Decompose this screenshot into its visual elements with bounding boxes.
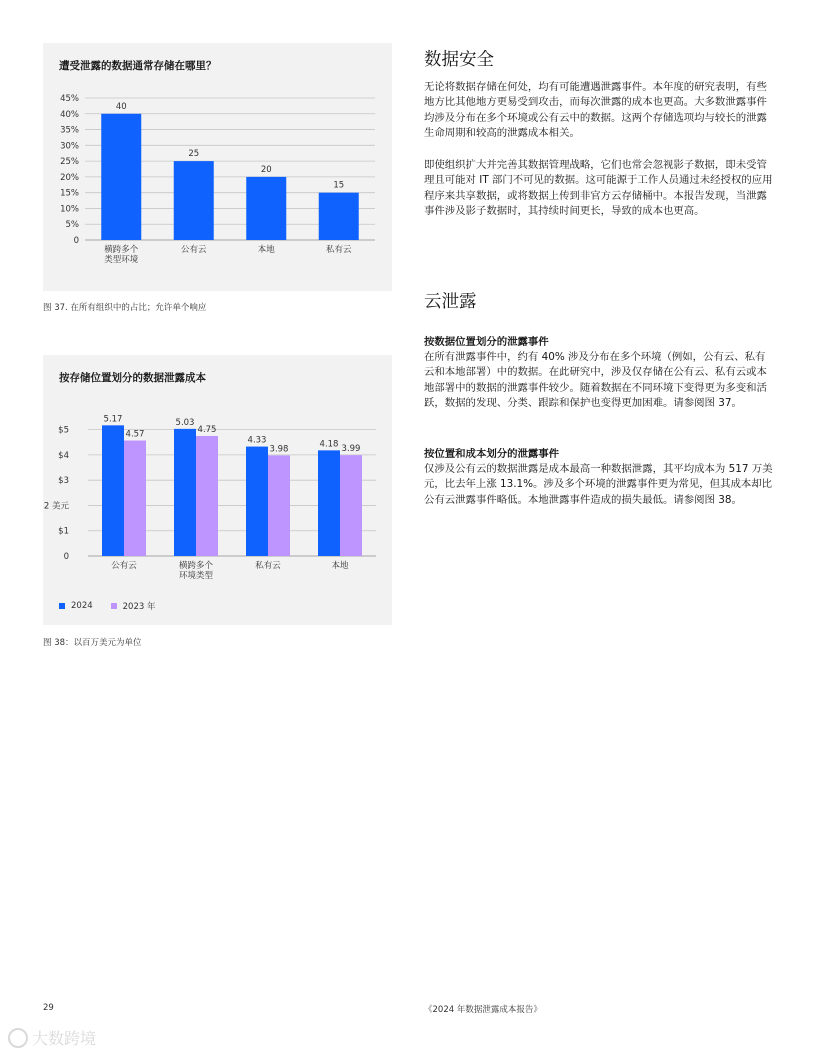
x-tick-label: 环境类型 bbox=[178, 571, 214, 581]
section-heading-data-security: 数据安全 bbox=[424, 50, 494, 70]
body-paragraph: 即使组织扩大并完善其数据管理战略，它们也常会忽视影子数据，即未受管理且可能对 IT 部门不可见的数据。这可能源于工作人员通过未经授权的应用程序来共享数据，或将数据上传到非官方云存储桶中。本报告发现，当泄露事件涉及影子数据时，其持续时间更长，导致的成本也更高。 bbox=[424, 159, 773, 217]
chart-title: 遭受泄露的数据通常存储在哪里？ bbox=[59, 60, 217, 72]
chart-title: 按存储位置划分的数据泄露成本 bbox=[59, 372, 206, 384]
y-tick-label: 45% bbox=[60, 94, 79, 104]
x-tick-label: 横跨多个 bbox=[104, 245, 139, 255]
y-tick-label: 10% bbox=[60, 204, 79, 215]
data-label: 3.99 bbox=[341, 444, 361, 455]
grouped-bar-chart-cost-by-location bbox=[43, 355, 392, 625]
y-tick-label: 2 美元 bbox=[43, 501, 69, 512]
x-tick-label: 类型环境 bbox=[104, 255, 139, 265]
figure-caption: 图 37. 在所有组织中的占比；允许单个响应 bbox=[43, 303, 207, 313]
x-tick-label: 公有云 bbox=[180, 245, 207, 255]
bar bbox=[246, 447, 268, 556]
data-label: 40 bbox=[115, 101, 127, 112]
subheading: 按位置和成本划分的泄露事件 bbox=[424, 448, 560, 460]
bar bbox=[340, 455, 362, 556]
y-tick-label: 0 bbox=[73, 236, 79, 246]
legend-item-2024 bbox=[59, 600, 93, 612]
figure-37-panel bbox=[43, 43, 392, 291]
y-tick-label: 15% bbox=[60, 188, 79, 199]
data-label: 15 bbox=[333, 180, 345, 191]
y-tick-label: 35% bbox=[60, 125, 79, 136]
y-tick-label: 25% bbox=[60, 157, 79, 168]
y-tick-label: 30% bbox=[60, 141, 79, 152]
x-tick-label: 本地 bbox=[257, 245, 275, 255]
data-label: 25 bbox=[188, 149, 200, 160]
legend-swatch bbox=[59, 603, 65, 609]
body-paragraph: 仅涉及公有云的数据泄露是成本最高一种数据泄露，其平均成本为 517 万美元，比去年上涨 13.1%。涉及多个环境的泄露事件更为常见，但其成本却比公有云泄露事件略低。本地泄露事件造成的损失最低。请参阅图 38。 bbox=[424, 463, 773, 506]
figure-caption: 图 38：以百万美元为单位 bbox=[43, 638, 142, 648]
data-label: 4.75 bbox=[197, 424, 217, 435]
watermark-logo-icon bbox=[8, 1028, 28, 1048]
y-tick-label: 0 bbox=[63, 552, 69, 562]
subheading: 按数据位置划分的泄露事件 bbox=[424, 336, 549, 348]
y-tick-label: $3 bbox=[58, 476, 69, 487]
bar bbox=[319, 193, 359, 240]
watermark-text: 大数跨境 bbox=[32, 1029, 97, 1048]
data-label: 4.18 bbox=[319, 439, 339, 450]
x-tick-label: 本地 bbox=[331, 561, 349, 571]
x-tick-label: 私有云 bbox=[325, 245, 352, 255]
y-tick-label: 20% bbox=[60, 172, 79, 183]
data-label: 5.17 bbox=[103, 414, 123, 425]
data-label: 20 bbox=[260, 164, 272, 175]
body-paragraph: 无论将数据存储在何处，均有可能遭遇泄露事件。本年度的研究表明，有些地方比其他地方更易受到攻击，而每次泄露的成本也更高。大多数泄露事件均涉及分布在多个环境或公有云中的数据。这两个存储选项均与较长的泄露生命周期和较高的泄露成本相关。 bbox=[424, 81, 767, 139]
data-label: 5.03 bbox=[175, 417, 195, 428]
watermark bbox=[8, 1026, 96, 1049]
y-tick-label: $4 bbox=[58, 450, 69, 461]
x-tick-label: 私有云 bbox=[255, 561, 281, 571]
legend-label: 2023 年 bbox=[122, 602, 156, 612]
figure-38-panel bbox=[43, 355, 392, 625]
legend-item-2023 bbox=[111, 600, 156, 612]
x-tick-label: 公有云 bbox=[111, 561, 137, 571]
legend-swatch bbox=[111, 603, 117, 609]
bar bbox=[196, 436, 218, 556]
bar bbox=[124, 441, 146, 556]
bar bbox=[246, 177, 286, 240]
section-heading-cloud-breach: 云泄露 bbox=[424, 292, 477, 312]
y-tick-label: $1 bbox=[58, 526, 69, 537]
bar bbox=[102, 425, 124, 556]
y-tick-label: $5 bbox=[58, 425, 69, 436]
report-title: 《2024 年数据泄露成本报告》 bbox=[424, 1005, 542, 1015]
x-tick-label: 横跨多个 bbox=[178, 561, 214, 571]
legend-label: 2024 bbox=[71, 601, 93, 611]
bar-chart-storage-location bbox=[43, 43, 392, 291]
data-label: 3.98 bbox=[269, 444, 289, 455]
bar bbox=[268, 455, 290, 556]
body-paragraph: 在所有泄露事件中，约有 40% 涉及分布在多个环境（例如，公有云、私有云和本地部署）中的数据。在此研究中，涉及仅存储在公有云、私有云或本地部署中的数据的泄露事件较少。随着数据在不同环境下变得更为多变和活跃，数据的发现、分类、跟踪和保护也变得更加困难。请参阅图 37。 bbox=[424, 351, 767, 409]
page-number: 29 bbox=[43, 1003, 54, 1013]
data-label: 4.33 bbox=[247, 435, 267, 446]
y-tick-label: 40% bbox=[60, 109, 79, 120]
bar bbox=[101, 114, 141, 240]
bar bbox=[174, 429, 196, 556]
bar bbox=[174, 161, 214, 240]
y-tick-label: 5% bbox=[65, 220, 79, 231]
chart-legend bbox=[59, 600, 155, 612]
bar bbox=[318, 450, 340, 556]
data-label: 4.57 bbox=[125, 429, 145, 440]
